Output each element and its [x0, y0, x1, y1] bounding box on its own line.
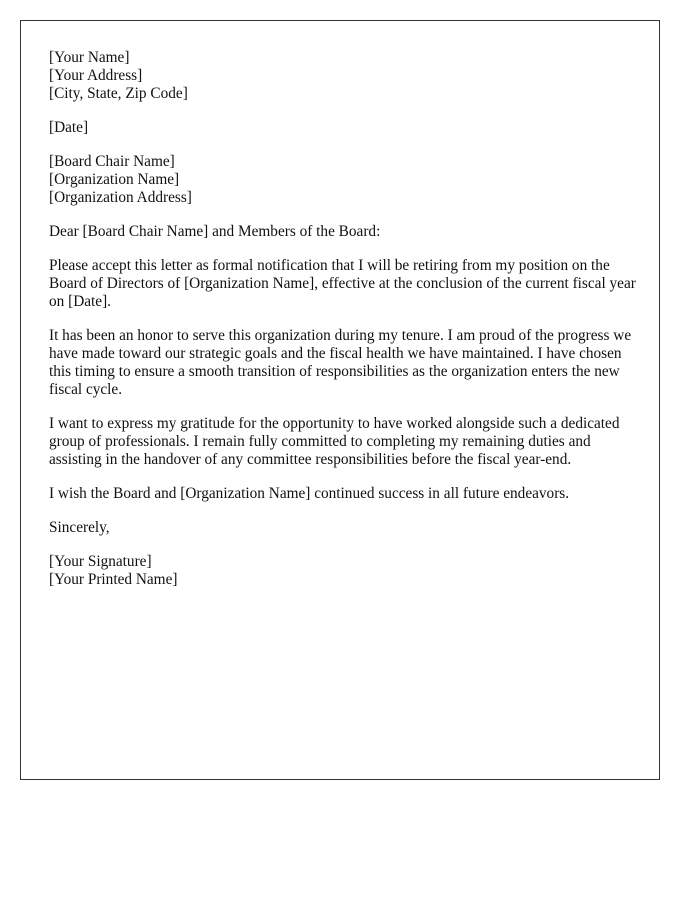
recipient-name: [Board Chair Name] [49, 153, 175, 170]
body-paragraph: Please accept this letter as formal notification that I will be retiring from my position on the Board of Directors of [Organization Name], effective at the conclusion of the current fiscal year on [Date]. [49, 257, 636, 310]
salutation: Dear [Board Chair Name] and Members of the Board: [49, 223, 381, 240]
body-paragraph: It has been an honor to serve this organization during my tenure. I am proud of the progress we have made toward our strategic goals and the fiscal health we have maintained. I have chosen this timing to ensure a smooth transition of responsibilities as the organization enters the new fiscal cycle. [49, 327, 632, 398]
letter-page [20, 20, 660, 780]
recipient-block [49, 153, 639, 207]
signature-block [49, 553, 639, 589]
recipient-address: [Organization Address] [49, 189, 192, 206]
sender-name: [Your Name] [49, 49, 130, 66]
date-block [49, 119, 639, 137]
signature-line: [Your Signature] [49, 553, 152, 570]
recipient-organization: [Organization Name] [49, 171, 180, 188]
body-paragraph: I want to express my gratitude for the opportunity to have worked alongside such a dedicated group of professionals. I remain fully committed to completing my remaining duties and assisting in the handover of any committee responsibilities before the fiscal year-end. [49, 415, 620, 468]
closing: Sincerely, [49, 519, 110, 536]
letter-content [49, 49, 639, 605]
sender-address: [Your Address] [49, 67, 143, 84]
printed-name: [Your Printed Name] [49, 571, 178, 588]
letter-date: [Date] [49, 119, 89, 136]
body-paragraph: I wish the Board and [Organization Name] continued success in all future endeavors. [49, 485, 570, 502]
sender-city-state-zip: [City, State, Zip Code] [49, 85, 188, 102]
sender-block [49, 49, 639, 103]
